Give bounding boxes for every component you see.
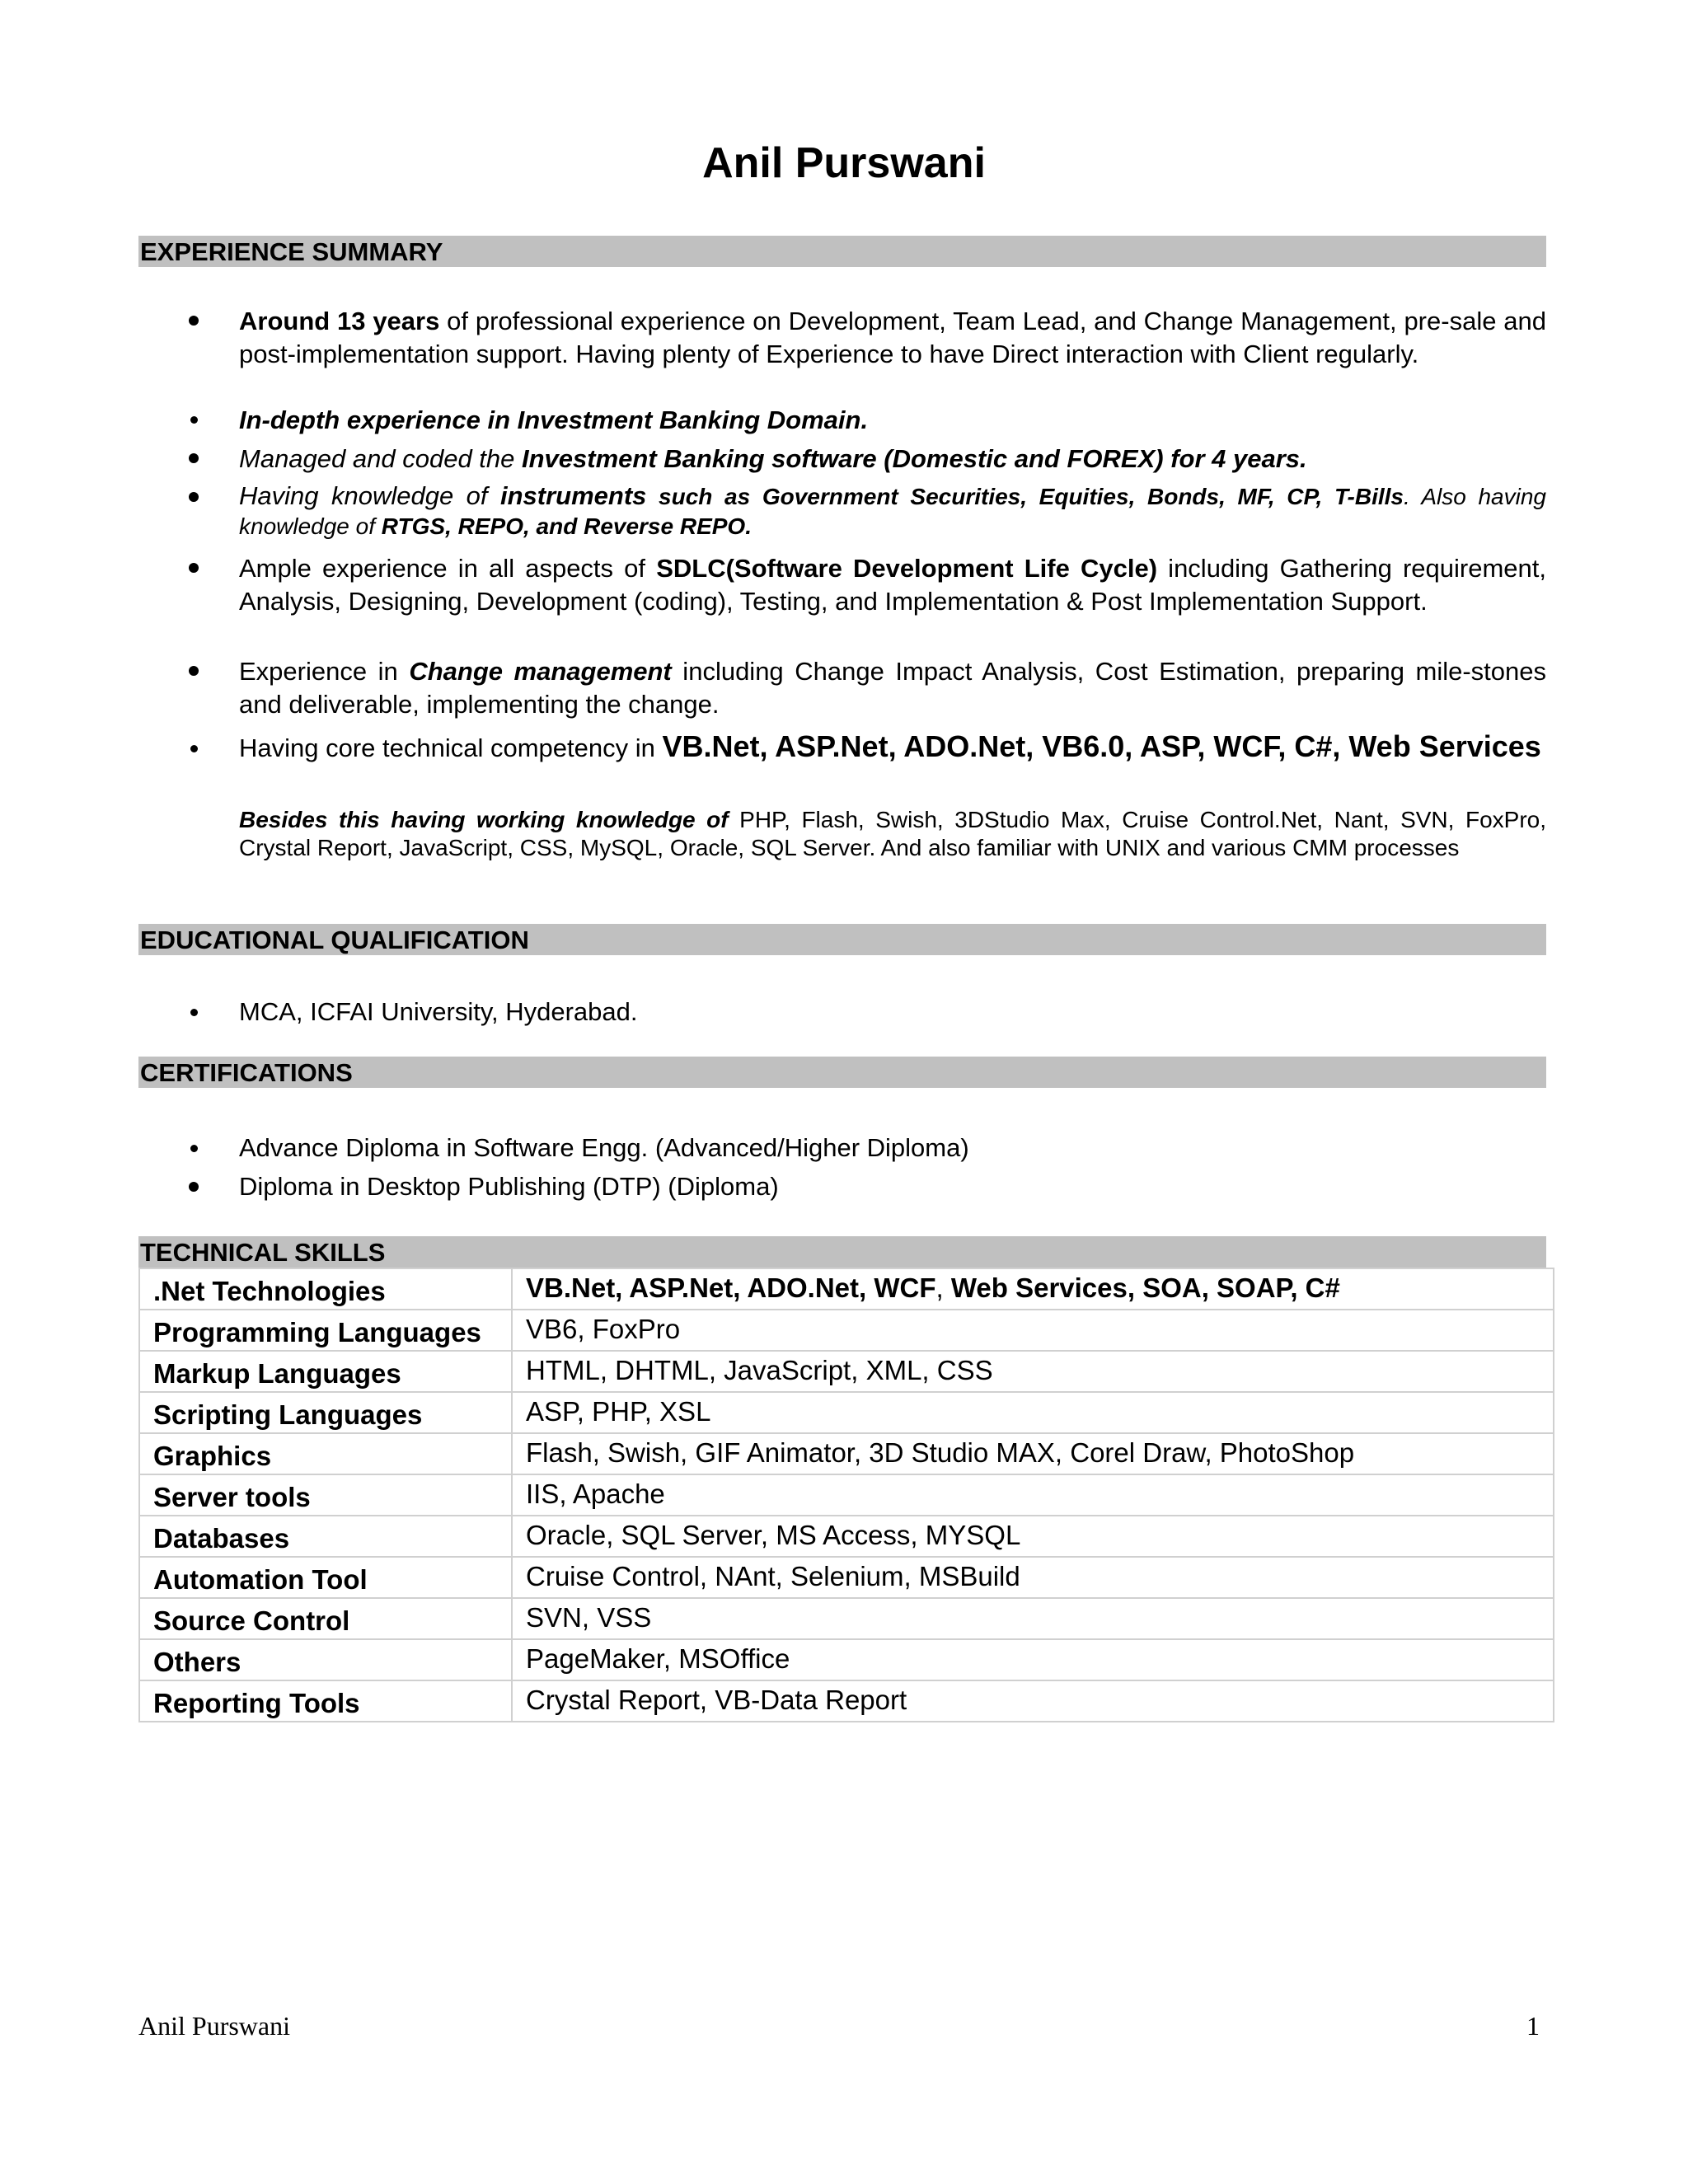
section-certifications: CERTIFICATIONS (138, 1057, 1546, 1088)
bullet-icon (190, 1145, 198, 1152)
skill-category: Databases (139, 1516, 512, 1557)
bullet-icon (190, 416, 198, 424)
certification-item: Diploma in Desktop Publishing (DTP) (Diploma) (239, 1172, 779, 1201)
technical-skills-table (138, 1268, 1554, 1722)
table-row (139, 1392, 1554, 1433)
bullet-icon (189, 316, 199, 326)
table-row (139, 1268, 1554, 1310)
section-technical-skills: TECHNICAL SKILLS (138, 1236, 1546, 1268)
page-number: 1 (1526, 2011, 1540, 2041)
skill-values: Oracle, SQL Server, MS Access, MYSQL (512, 1516, 1554, 1557)
table-row (139, 1557, 1554, 1598)
table-row (139, 1598, 1554, 1639)
table-row (139, 1310, 1554, 1351)
skill-category: Reporting Tools (139, 1680, 512, 1722)
experience-item: Managed and coded the Investment Banking software (Domestic and FOREX) for 4 years. (239, 444, 1307, 473)
table-row (139, 1516, 1554, 1557)
skill-values: VB6, FoxPro (512, 1310, 1554, 1351)
table-row (139, 1351, 1554, 1392)
bullet-icon (190, 745, 198, 752)
skill-category: Server tools (139, 1474, 512, 1516)
skill-category: Graphics (139, 1433, 512, 1474)
experience-item: Having core technical competency in VB.Net, ASP.Net, ADO.Net, VB6.0, ASP, WCF, C#, Web Services (239, 729, 1541, 763)
table-row (139, 1433, 1554, 1474)
section-educational-qualification: EDUCATIONAL QUALIFICATION (138, 924, 1546, 955)
skill-values: VB.Net, ASP.Net, ADO.Net, WCF, Web Services, SOA, SOAP, C# (512, 1268, 1554, 1310)
experience-item: Experience in Change management including Change Impact Analysis, Cost Estimation, preparing mile-stones and deliverable, implementing the change. (239, 657, 1546, 719)
skill-category: Automation Tool (139, 1557, 512, 1598)
skill-values: ASP, PHP, XSL (512, 1392, 1554, 1433)
experience-item: Ample experience in all aspects of SDLC(Software Development Life Cycle) including Gathering requirement, Analysis, Designing, Development (coding), Testing, and Implementation & Post Implementation Support. (239, 554, 1546, 616)
bullet-icon (189, 666, 199, 676)
bullet-icon (189, 563, 199, 573)
table-row (139, 1474, 1554, 1516)
skill-values: SVN, VSS (512, 1598, 1554, 1639)
certification-item: Advance Diploma in Software Engg. (Advanced/Higher Diploma) (239, 1133, 969, 1162)
section-experience-summary: EXPERIENCE SUMMARY (138, 236, 1546, 267)
skill-values: IIS, Apache (512, 1474, 1554, 1516)
skill-values: Cruise Control, NAnt, Selenium, MSBuild (512, 1557, 1554, 1598)
experience-item: In-depth experience in Investment Banking Domain. (239, 405, 869, 434)
bullet-icon (189, 492, 199, 502)
skill-category: .Net Technologies (139, 1268, 512, 1310)
skill-category: Scripting Languages (139, 1392, 512, 1433)
experience-item-detail: Besides this having working knowledge of PHP, Flash, Swish, 3DStudio Max, Cruise Control.Net, Nant, SVN, FoxPro, Crystal Report, JavaScript, CSS, MySQL, Oracle, SQL Server. And also familiar with UNIX and various CMM processes (239, 807, 1547, 860)
skill-values: Crystal Report, VB-Data Report (512, 1680, 1554, 1722)
experience-item: Around 13 years of professional experience on Development, Team Lead, and Change Management, pre-sale and post-implementation support. Having plenty of Experience to have Direct interaction with Client regularly. (239, 307, 1546, 368)
skill-category: Others (139, 1639, 512, 1680)
bullet-icon (189, 453, 199, 463)
skill-values: PageMaker, MSOffice (512, 1639, 1554, 1680)
table-row (139, 1680, 1554, 1722)
skill-category: Source Control (139, 1598, 512, 1639)
bullet-icon (189, 1182, 199, 1192)
experience-item: Having knowledge of instruments such as Government Securities, Equities, Bonds, MF, CP, T-Bills. Also having knowledge of RTGS, REPO, and Reverse REPO. (239, 481, 1546, 539)
bullet-icon (190, 1009, 198, 1016)
skill-values: HTML, DHTML, JavaScript, XML, CSS (512, 1351, 1554, 1392)
candidate-name: Anil Purswani (702, 139, 986, 187)
education-item: MCA, ICFAI University, Hyderabad. (239, 997, 638, 1026)
skill-category: Programming Languages (139, 1310, 512, 1351)
skill-category: Markup Languages (139, 1351, 512, 1392)
skill-values: Flash, Swish, GIF Animator, 3D Studio MAX, Corel Draw, PhotoShop (512, 1433, 1554, 1474)
table-row (139, 1639, 1554, 1680)
footer-name: Anil Purswani (138, 2011, 290, 2041)
